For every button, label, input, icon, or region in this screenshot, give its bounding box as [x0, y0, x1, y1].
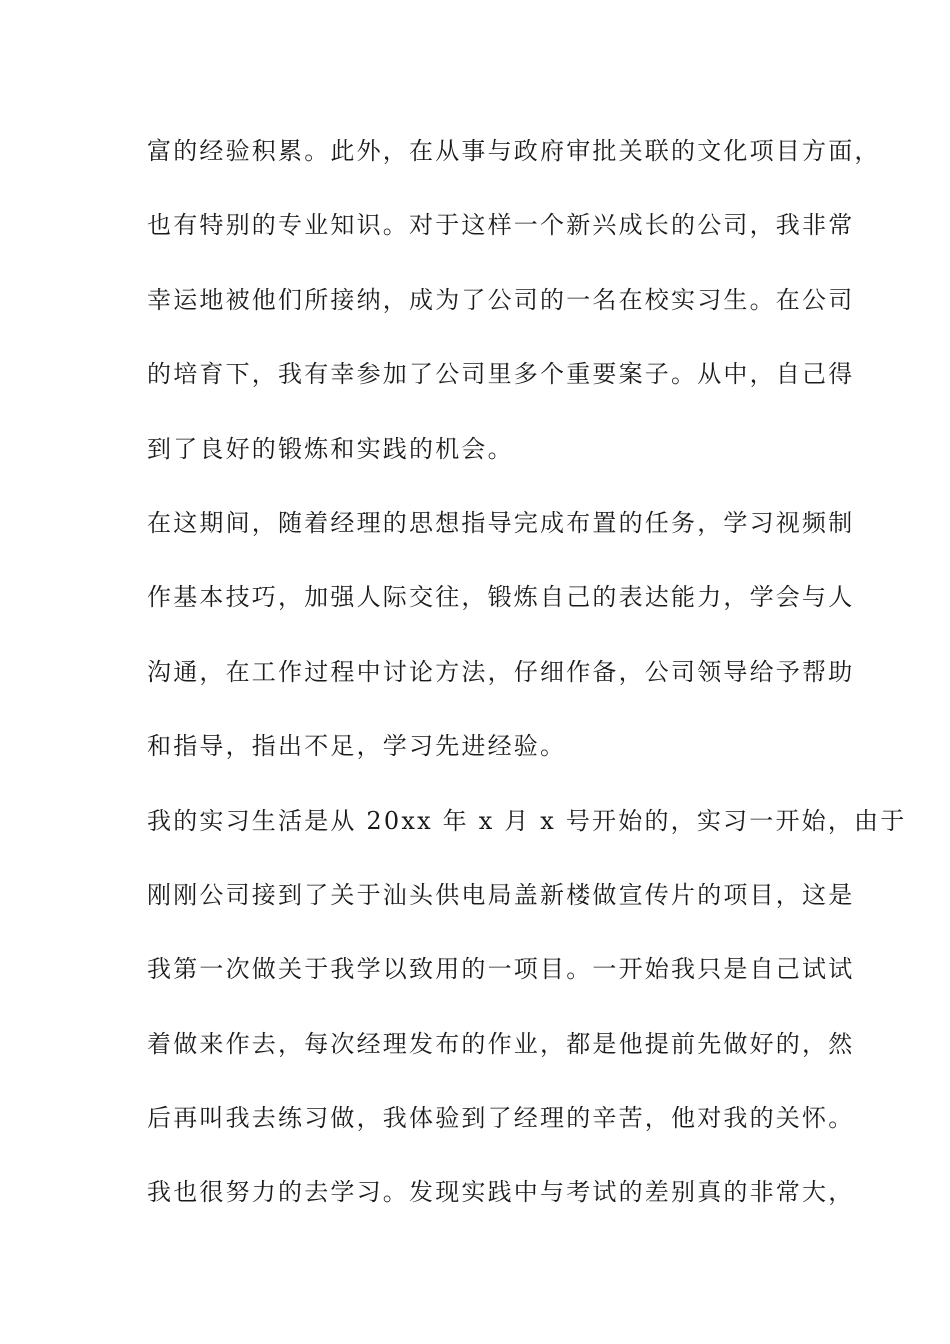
text-line: 我第一次做关于我学以致用的一项目。一开始我只是自己试试 [147, 955, 855, 984]
text-line: 刚刚公司接到了关于汕头供电局盖新楼做宣传片的项目，这是 [147, 880, 855, 909]
text-line: 在这期间，随着经理的思想指导完成布置的任务，学习视频制 [147, 508, 855, 537]
text-line: 着做来作去，每次经理发布的作业，都是他提前先做好的，然 [147, 1029, 855, 1058]
text-line: 后再叫我去练习做，我体验到了经理的辛苦，他对我的关怀。 [147, 1104, 855, 1133]
text-line: 的培育下，我有幸参加了公司里多个重要案子。从中，自己得 [147, 360, 855, 389]
text-line: 幸运地被他们所接纳，成为了公司的一名在校实习生。在公司 [147, 285, 855, 314]
text-line: 和指导，指出不足，学习先进经验。 [147, 732, 567, 761]
body-text [147, 128, 907, 1244]
text-line: 作基本技巧，加强人际交往，锻炼自己的表达能力，学会与人 [147, 583, 855, 612]
text-line: 沟通，在工作过程中讨论方法，仔细作备，公司领导给予帮助 [147, 657, 855, 686]
text-line: 我的实习生活是从 20xx 年 x 月 x 号开始的，实习一开始，由于 [147, 806, 907, 835]
text-line: 我也很努力的去学习。发现实践中与考试的差别真的非常大， [147, 1178, 855, 1207]
text-line: 富的经验积累。此外，在从事与政府审批关联的文化项目方面， [147, 137, 881, 165]
text-line: 也有特别的专业知识。对于这样一个新兴成长的公司，我非常 [147, 211, 855, 240]
text-line: 到了良好的锻炼和实践的机会。 [147, 434, 514, 463]
